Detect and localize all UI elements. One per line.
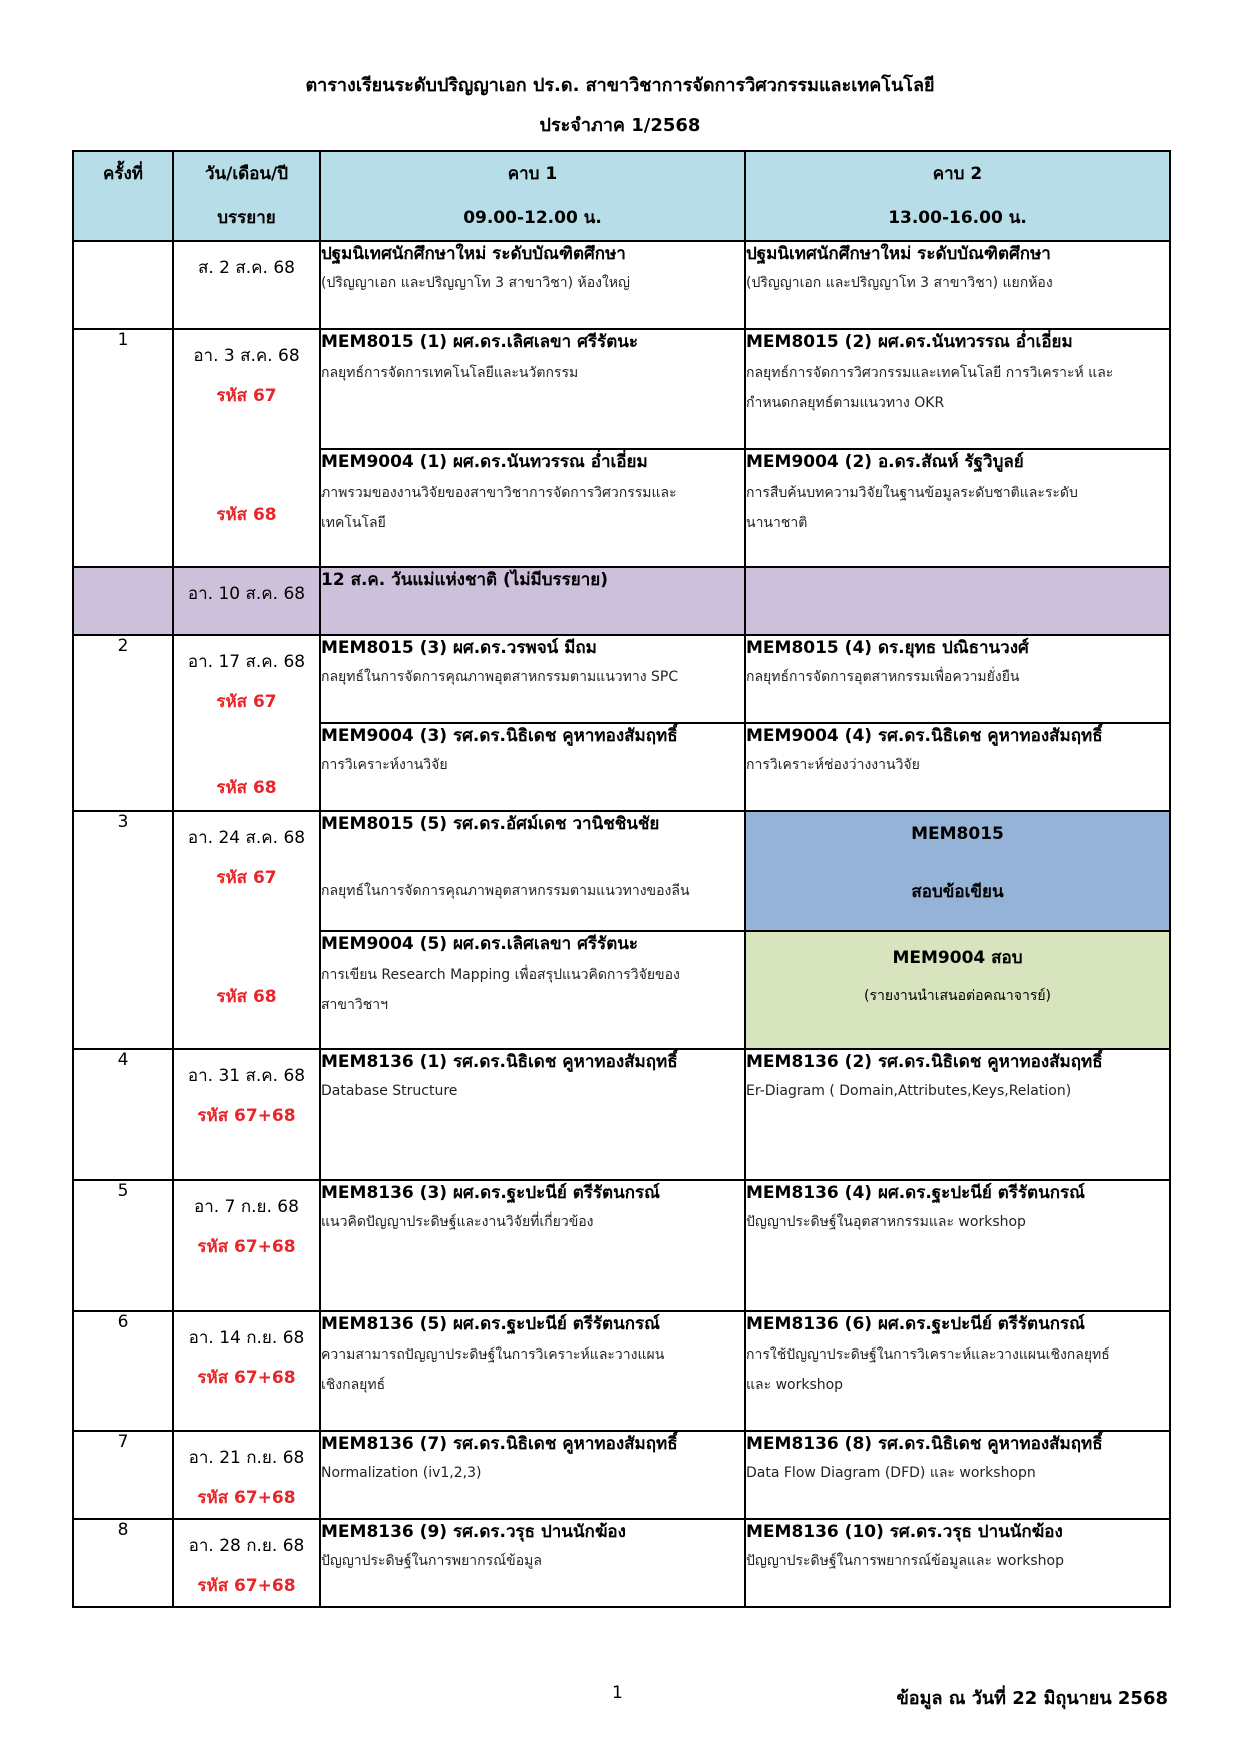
session-title: MEM8136 (9) รศ.ดร.วรุธ ปานนักฆ้อง	[321, 1522, 626, 1542]
session-desc: กลยุทธ์การจัดการเทคโนโลยีและนวัตกรรม	[321, 365, 579, 381]
row-date: ส. 2 ส.ค. 68	[173, 241, 320, 329]
session-desc: ปัญญาประดิษฐ์ในการพยากรณ์ข้อมูลและ workshop	[746, 1553, 1064, 1569]
session-desc: กลยุทธ์ในการจัดการคุณภาพอุตสาหกรรมตามแนวทางของลีน	[321, 883, 690, 899]
session-desc: Database Structure	[321, 1083, 458, 1099]
period-1-cell	[320, 1431, 745, 1519]
period-1-cell	[320, 1519, 745, 1607]
row-no: 2	[73, 635, 173, 811]
row-no: 7	[73, 1431, 173, 1519]
table-row	[73, 1049, 1170, 1180]
cohort-code: รหัส 67+68	[197, 1488, 296, 1508]
session-title: MEM9004 (3) รศ.ดร.นิธิเดช คูหาทองสัมฤทธิ์	[321, 726, 678, 746]
session-title: ปฐมนิเทศนักศึกษาใหม่ ระดับบัณฑิตศึกษา	[321, 244, 626, 264]
session-title: MEM9004 (4) รศ.ดร.นิธิเดช คูหาทองสัมฤทธิ์	[746, 726, 1103, 746]
table-header-row	[73, 151, 1170, 241]
period-1-cell	[320, 1049, 745, 1180]
cohort-code: รหัส 67	[216, 386, 277, 406]
session-title: MEM9004 (1) ผศ.ดร.นันทวรรณ อ่ำเอี่ยม	[321, 452, 648, 472]
schedule-table	[72, 150, 1171, 1608]
session-desc: การสืบค้นบทความวิจัยในฐานข้อมูลระดับชาติและระดับ	[746, 485, 1078, 501]
header-date: วัน/เดือน/ปี บรรยาย	[173, 151, 320, 241]
session-desc: ปัญญาประดิษฐ์ในการพยากรณ์ข้อมูล	[321, 1553, 542, 1569]
table-row	[73, 1519, 1170, 1607]
session-desc: สาขาวิชาฯ	[321, 997, 388, 1013]
session-desc: แนวคิดปัญญาประดิษฐ์และงานวิจัยที่เกี่ยวข้อง	[321, 1214, 594, 1230]
row-date: อา. 3 ส.ค. 68 รหัส 67 รหัส 68	[173, 329, 320, 567]
session-title: MEM8015 (3) ผศ.ดร.วรพจน์ มีถม	[321, 638, 597, 658]
period-2-cell	[745, 1180, 1170, 1311]
session-title: MEM8136 (4) ผศ.ดร.ฐะปะนีย์ ตรีรัตนกรณ์	[746, 1183, 1085, 1203]
session-desc: นานาชาติ	[746, 515, 808, 531]
session-title: MEM8136 (5) ผศ.ดร.ฐะปะนีย์ ตรีรัตนกรณ์	[321, 1314, 660, 1334]
row-no: 1	[73, 329, 173, 567]
session-desc: ความสามารถปัญญาประดิษฐ์ในการวิเคราะห์และวางแผน	[321, 1347, 665, 1363]
cohort-code: รหัส 67	[216, 868, 277, 888]
table-row	[73, 1311, 1170, 1431]
row-no	[73, 241, 173, 329]
row-date: อา. 7 ก.ย. 68 รหัส 67+68	[173, 1180, 320, 1311]
header-period-2: คาบ 2 13.00-16.00 น.	[745, 151, 1170, 241]
cohort-code: รหัส 68	[216, 987, 277, 1007]
session-title: MEM8136 (3) ผศ.ดร.ฐะปะนีย์ ตรีรัตนกรณ์	[321, 1183, 660, 1203]
session-desc: การใช้ปัญญาประดิษฐ์ในการวิเคราะห์และวางแผนเชิงกลยุทธ์	[746, 1347, 1110, 1363]
session-title: MEM8015 (2) ผศ.ดร.นันทวรรณ อ่ำเอี่ยม	[746, 332, 1073, 352]
table-row	[73, 329, 1170, 449]
period-2-cell	[745, 329, 1170, 449]
cohort-code: รหัส 67	[216, 692, 277, 712]
exam-cell-mem8015	[745, 811, 1170, 931]
session-desc: กลยุทธ์ในการจัดการคุณภาพอุตสาหกรรมตามแนวทาง SPC	[321, 669, 679, 685]
session-title: MEM8015 (4) ดร.ยุทธ ปณิธานวงศ์	[746, 638, 1029, 658]
row-date: อา. 17 ส.ค. 68 รหัส 67 รหัส 68	[173, 635, 320, 811]
row-date: อา. 28 ก.ย. 68 รหัส 67+68	[173, 1519, 320, 1607]
session-title: MEM8136 (1) รศ.ดร.นิธิเดช คูหาทองสัมฤทธิ์	[321, 1052, 678, 1072]
session-title: MEM8136 (6) ผศ.ดร.ฐะปะนีย์ ตรีรัตนกรณ์	[746, 1314, 1085, 1334]
row-date: อา. 10 ส.ค. 68	[173, 567, 320, 635]
period-2-cell	[745, 1431, 1170, 1519]
session-desc: และ workshop	[746, 1377, 844, 1393]
session-desc: กำหนดกลยุทธ์ตามแนวทาง OKR	[746, 395, 945, 411]
session-title: MEM8015 (1) ผศ.ดร.เลิศเลขา ศรีรัตนะ	[321, 332, 638, 352]
session-desc: กลยุทธ์การจัดการวิศวกรรมและเทคโนโลยี การวิเคราะห์ และ	[746, 365, 1114, 381]
session-desc: การวิเคราะห์ช่องว่างงานวิจัย	[746, 757, 920, 773]
header-period-1: คาบ 1 09.00-12.00 น.	[320, 151, 745, 241]
period-2-cell	[745, 723, 1170, 811]
session-title: MEM9004 (2) อ.ดร.สัณห์ รัฐวิบูลย์	[746, 452, 1024, 472]
period-2-cell	[745, 1049, 1170, 1180]
session-title: MEM8136 (8) รศ.ดร.นิธิเดช คูหาทองสัมฤทธิ์	[746, 1434, 1103, 1454]
period-2-cell	[745, 241, 1170, 329]
exam-cell-mem9004	[745, 931, 1170, 1049]
table-row	[73, 1431, 1170, 1519]
cohort-code: รหัส 68	[216, 505, 277, 525]
cohort-code: รหัส 68	[216, 778, 277, 798]
exam-note: (รายงานนำเสนอต่อคณาจารย์)	[863, 988, 1052, 1004]
exam-type: สอบข้อเขียน	[911, 882, 1004, 902]
data-as-of: ข้อมูล ณ วันที่ 22 มิถุนายน 2568	[896, 1688, 1168, 1709]
session-title: MEM8015 (5) รศ.ดร.อัศม์เดช วานิชชินชัย	[321, 814, 660, 834]
row-no: 4	[73, 1049, 173, 1180]
row-no: 5	[73, 1180, 173, 1311]
exam-course: MEM9004 สอบ	[892, 948, 1023, 968]
period-2-cell	[745, 635, 1170, 723]
table-row	[73, 811, 1170, 931]
period-2-cell	[745, 567, 1170, 635]
session-title: ปฐมนิเทศนักศึกษาใหม่ ระดับบัณฑิตศึกษา	[746, 244, 1051, 264]
header-no: ครั้งที่	[73, 151, 173, 241]
session-desc: เทคโนโลยี	[321, 515, 386, 531]
table-row	[73, 635, 1170, 723]
row-no: 3	[73, 811, 173, 1049]
session-desc: การวิเคราะห์งานวิจัย	[321, 757, 448, 773]
page-number: 1	[612, 1683, 623, 1703]
session-desc: (ปริญญาเอก และปริญญาโท 3 สาขาวิชา) แยกห้อง	[746, 275, 1053, 291]
period-1-cell	[320, 931, 745, 1049]
page-title: ตารางเรียนระดับปริญญาเอก ปร.ด. สาขาวิชาการจัดการวิศวกรรมและเทคโนโลยี	[305, 75, 935, 96]
cohort-code: รหัส 67+68	[197, 1368, 296, 1388]
period-1-cell	[320, 567, 745, 635]
session-desc: กลยุทธ์การจัดการอุตสาหกรรมเพื่อความยั่งยืน	[746, 669, 1020, 685]
period-1-cell	[320, 811, 745, 931]
cohort-code: รหัส 67+68	[197, 1576, 296, 1596]
table-row	[73, 1180, 1170, 1311]
session-desc: Normalization (iv1,2,3)	[321, 1465, 482, 1481]
row-date: อา. 21 ก.ย. 68 รหัส 67+68	[173, 1431, 320, 1519]
cohort-code: รหัส 67+68	[197, 1237, 296, 1257]
session-desc: Data Flow Diagram (DFD) และ workshopn	[746, 1465, 1036, 1481]
session-desc: ภาพรวมของงานวิจัยของสาขาวิชาการจัดการวิศวกรรมและ	[321, 485, 677, 501]
session-title: MEM8136 (7) รศ.ดร.นิธิเดช คูหาทองสัมฤทธิ์	[321, 1434, 678, 1454]
period-1-cell	[320, 1311, 745, 1431]
period-2-cell	[745, 1311, 1170, 1431]
session-title: MEM8136 (2) รศ.ดร.นิธิเดช คูหาทองสัมฤทธิ์	[746, 1052, 1103, 1072]
row-no: 6	[73, 1311, 173, 1431]
exam-course: MEM8015	[911, 824, 1004, 844]
session-desc: (ปริญญาเอก และปริญญาโท 3 สาขาวิชา) ห้องใหญ่	[321, 275, 630, 291]
session-desc: การเขียน Research Mapping เพื่อสรุปแนวคิดการวิจัยของ	[321, 967, 680, 983]
period-2-cell	[745, 449, 1170, 567]
session-desc: เชิงกลยุทธ์	[321, 1377, 386, 1393]
holiday-text: 12 ส.ค. วันแม่แห่งชาติ (ไม่มีบรรยาย)	[321, 570, 609, 590]
table-row	[73, 241, 1170, 329]
session-desc: ปัญญาประดิษฐ์ในอุตสาหกรรมและ workshop	[746, 1214, 1026, 1230]
page-subtitle: ประจำภาค 1/2568	[539, 115, 701, 136]
session-title: MEM9004 (5) ผศ.ดร.เลิศเลขา ศรีรัตนะ	[321, 934, 638, 954]
session-title: MEM8136 (10) รศ.ดร.วรุธ ปานนักฆ้อง	[746, 1522, 1063, 1542]
holiday-row	[73, 567, 1170, 635]
row-no: 8	[73, 1519, 173, 1607]
period-1-cell	[320, 241, 745, 329]
period-1-cell	[320, 449, 745, 567]
period-1-cell	[320, 635, 745, 723]
row-date: อา. 14 ก.ย. 68 รหัส 67+68	[173, 1311, 320, 1431]
period-1-cell	[320, 1180, 745, 1311]
period-1-cell	[320, 329, 745, 449]
cohort-code: รหัส 67+68	[197, 1106, 296, 1126]
period-1-cell	[320, 723, 745, 811]
row-date: อา. 31 ส.ค. 68 รหัส 67+68	[173, 1049, 320, 1180]
row-no	[73, 567, 173, 635]
row-date: อา. 24 ส.ค. 68 รหัส 67 รหัส 68	[173, 811, 320, 1049]
session-desc: Er-Diagram ( Domain,Attributes,Keys,Relation)	[746, 1083, 1072, 1099]
period-2-cell	[745, 1519, 1170, 1607]
